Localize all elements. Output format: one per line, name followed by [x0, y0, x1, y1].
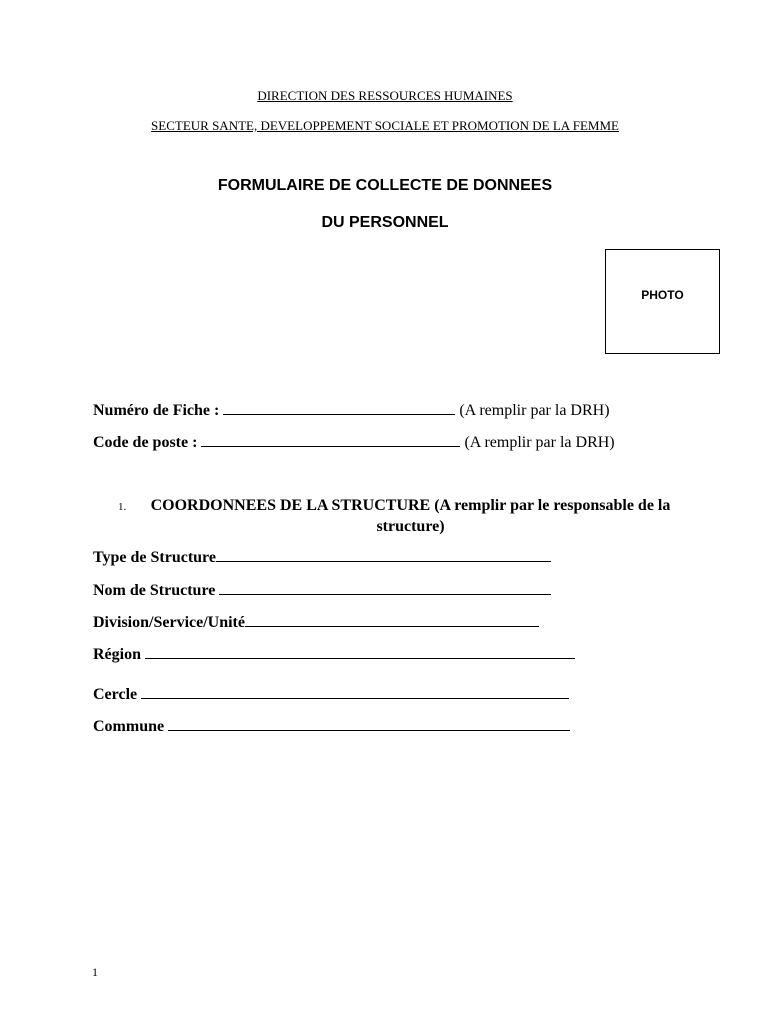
header-secteur: SECTEUR SANTE, DEVELOPPEMENT SOCIALE ET PROMOTION DE LA FEMME [151, 118, 619, 133]
form-title-line1: FORMULAIRE DE COLLECTE DE DONNEES [217, 177, 553, 194]
region-label: Région [93, 646, 141, 663]
cercle-label: Cercle [93, 686, 138, 703]
type-structure-label: Type de Structure [93, 549, 216, 566]
type-structure-field[interactable] [216, 547, 551, 562]
form-title-line2: DU PERSONNEL [321, 214, 449, 231]
commune-row [93, 716, 570, 736]
code-poste-label: Code de poste : [93, 434, 198, 451]
header-direction: DIRECTION DES RESSOURCES HUMAINES [257, 88, 513, 103]
division-label: Division/Service/Unité [93, 614, 245, 631]
code-poste-field[interactable] [201, 432, 460, 447]
code-poste-note: (A remplir par la DRH) [464, 434, 615, 451]
page-number: 1 [92, 965, 98, 979]
numero-fiche-note: (A remplir par la DRH) [459, 402, 610, 419]
commune-field[interactable] [168, 716, 570, 731]
code-poste-row [93, 432, 615, 452]
numero-fiche-field[interactable] [223, 400, 455, 415]
division-row [93, 612, 539, 632]
section-title: COORDONNEES DE LA STRUCTURE (A remplir par le responsable de la structure) [150, 497, 671, 535]
region-field[interactable] [145, 644, 575, 659]
nom-structure-label: Nom de Structure [93, 582, 216, 599]
cercle-field[interactable] [141, 684, 569, 699]
numero-fiche-label: Numéro de Fiche : [93, 402, 220, 419]
type-structure-row [93, 547, 551, 567]
section-number: 1. [118, 501, 127, 513]
division-field[interactable] [245, 612, 539, 627]
nom-structure-row [93, 580, 551, 600]
nom-structure-field[interactable] [219, 580, 551, 595]
cercle-row [93, 684, 569, 704]
commune-label: Commune [93, 718, 165, 735]
photo-box[interactable] [605, 249, 720, 354]
numero-fiche-row [93, 400, 610, 420]
photo-label: PHOTO [641, 288, 684, 302]
region-row [93, 644, 575, 664]
